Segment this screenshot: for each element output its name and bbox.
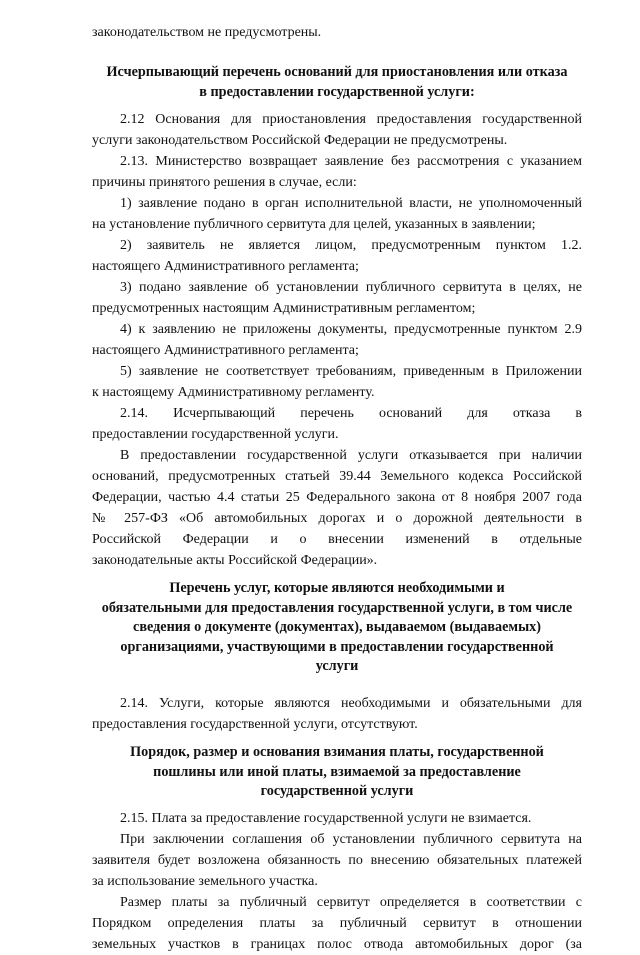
paragraph-refusal-grounds: В предоставлении государственной услуги отказывается при наличии оснований, предусмотренных статьей 39.44 Земельного кодекса Российской Федерации, частью 4.4 статьи 25 Федерального закона от 8 ноября 2007 года № 257-ФЗ «Об автомобильных дорогах и о дорожной деятельности в Российской Федерации и о внесении изменений в отдельные законодательные акты Российской Федерации». (92, 448, 582, 568)
continuation-line: законодательством не предусмотрены. (92, 25, 322, 40)
heading-fees: Порядок, размер и основания взимания платы, государственной пошлины или иной платы, взимаемой за предоставление государственной услуги (130, 744, 544, 799)
paragraph-2-14-refusal: 2.14. Исчерпывающий перечень оснований для отказа в предоставлении государственной услуги. (92, 406, 582, 442)
list-item: 2) заявитель не является лицом, предусмотренным пунктом 1.2. настоящего Административного регламента; (92, 238, 582, 274)
paragraph-2-15: 2.15. Плата за предоставление государственной услуги не взимается. (120, 811, 532, 826)
paragraph-2-14-services: 2.14. Услуги, которые являются необходимыми и обязательными для предоставления государственной услуги, отсутствуют. (92, 696, 582, 732)
heading-required-services: Перечень услуг, которые являются необходимыми и обязательными для предоставления государственной услуги, в том числе сведения о документе (документах), выдаваемом (выдаваемых) организациями, участвующими в предоставлении государственной услуги (101, 580, 573, 674)
heading-refusal-grounds: Исчерпывающий перечень оснований для приостановления или отказа в предоставлении государственной услуги: (106, 64, 568, 100)
list-item: 5) заявление не соответствует требованиям, приведенным в Приложении к настоящему Административному регламенту. (92, 364, 582, 400)
paragraph-fee-size: Размер платы за публичный сервитут определяется в соответствии с Порядком определения платы за публичный сервитут в отношении земельных участков в границах полос отвода автомобильных дорог (за (92, 895, 582, 952)
paragraph-servitude-payment: При заключении соглашения об установлении публичного сервитута на заявителя будет возложена обязанность по внесению обязательных платежей за использование земельного участка. (92, 832, 582, 889)
paragraph-2-12: 2.12 Основания для приостановления предоставления государственной услуги законодательством Российской Федерации не предусмотрены. (92, 112, 582, 148)
list-item: 3) подано заявление об установлении публичного сервитута в целях, не предусмотренных настоящим Административным регламентом; (92, 280, 582, 316)
list-item: 1) заявление подано в орган исполнительной власти, не уполномоченный на установление публичного сервитута для целей, указанных в заявлении; (92, 196, 582, 232)
list-item: 4) к заявлению не приложены документы, предусмотренные пунктом 2.9 настоящего Административного регламента; (92, 322, 582, 358)
paragraph-2-13: 2.13. Министерство возвращает заявление без рассмотрения с указанием причины принятого решения в случае, если: (92, 154, 582, 190)
